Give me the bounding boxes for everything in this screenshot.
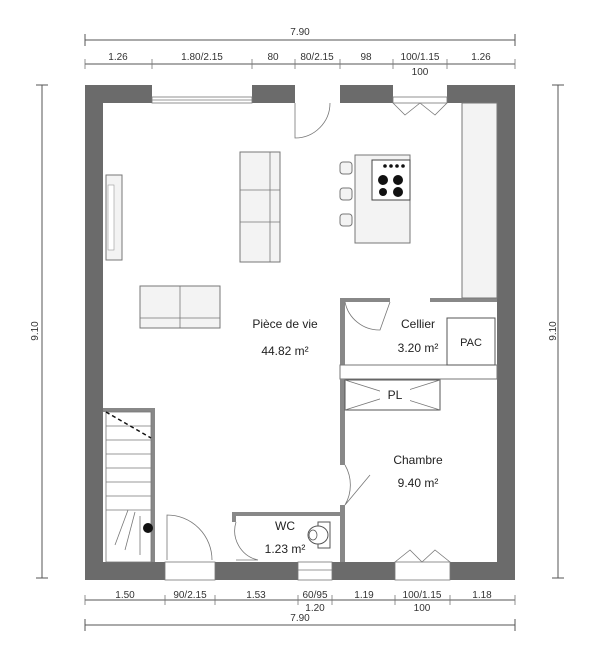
top-dimension-1: 1.26 bbox=[108, 52, 128, 63]
cellier-area: 3.20 m² bbox=[397, 341, 439, 355]
kitchen-counter bbox=[462, 103, 497, 298]
top-dimension-3: 80 bbox=[267, 52, 279, 63]
top-dimension-4: 80/2.15 bbox=[300, 52, 334, 63]
placard bbox=[345, 380, 440, 410]
top-dimension-5: 98 bbox=[360, 52, 372, 63]
chambre-name: Chambre bbox=[393, 453, 443, 467]
pac-label: PAC bbox=[460, 337, 482, 349]
wc-area: 1.23 m² bbox=[264, 542, 306, 556]
bottom-sub-dimension-b: 100 bbox=[413, 603, 431, 614]
bottom-dimension-4: 60/95 bbox=[302, 590, 328, 601]
wc-fixture bbox=[308, 522, 330, 548]
placard-label: PL bbox=[387, 388, 403, 402]
top-dimension-2: 1.80/2.15 bbox=[181, 52, 223, 63]
top-sub-dimension: 100 bbox=[411, 67, 429, 78]
bottom-dimension-6: 100/1.15 bbox=[402, 590, 442, 601]
kitchen bbox=[340, 103, 497, 298]
living-furniture bbox=[106, 152, 280, 328]
living-room-area: 44.82 m² bbox=[261, 344, 309, 358]
right-height-dimension: 9.10 bbox=[548, 321, 559, 341]
top-total-dimension: 7.90 bbox=[290, 27, 310, 38]
bottom-dimension-3: 1.53 bbox=[246, 590, 266, 601]
right-dimension bbox=[548, 85, 564, 578]
cellier-name: Cellier bbox=[400, 317, 436, 331]
interior-walls bbox=[103, 298, 497, 562]
bottom-dimensions bbox=[85, 590, 515, 631]
top-dimension-6: 100/1.15 bbox=[400, 52, 440, 63]
bottom-sub-dimension-a: 1.20 bbox=[305, 603, 325, 614]
chambre-area: 9.40 m² bbox=[397, 476, 439, 490]
pac-unit bbox=[447, 318, 495, 365]
bottom-dimension-5: 1.19 bbox=[354, 590, 374, 601]
room-labels bbox=[252, 317, 443, 556]
top-dimension-7: 1.26 bbox=[471, 52, 491, 63]
bottom-dimension-7: 1.18 bbox=[472, 590, 492, 601]
living-room-name: Pièce de vie bbox=[252, 317, 318, 331]
sofa bbox=[240, 152, 280, 262]
bottom-total-dimension: 7.90 bbox=[290, 613, 310, 624]
wc-name: WC bbox=[275, 519, 295, 533]
bottom-dimension-2: 90/2.15 bbox=[173, 590, 207, 601]
staircase bbox=[106, 412, 153, 562]
top-dimensions bbox=[85, 27, 515, 78]
bottom-dimension-1: 1.50 bbox=[115, 590, 135, 601]
left-dimension bbox=[30, 85, 48, 578]
left-height-dimension: 9.10 bbox=[30, 321, 41, 341]
